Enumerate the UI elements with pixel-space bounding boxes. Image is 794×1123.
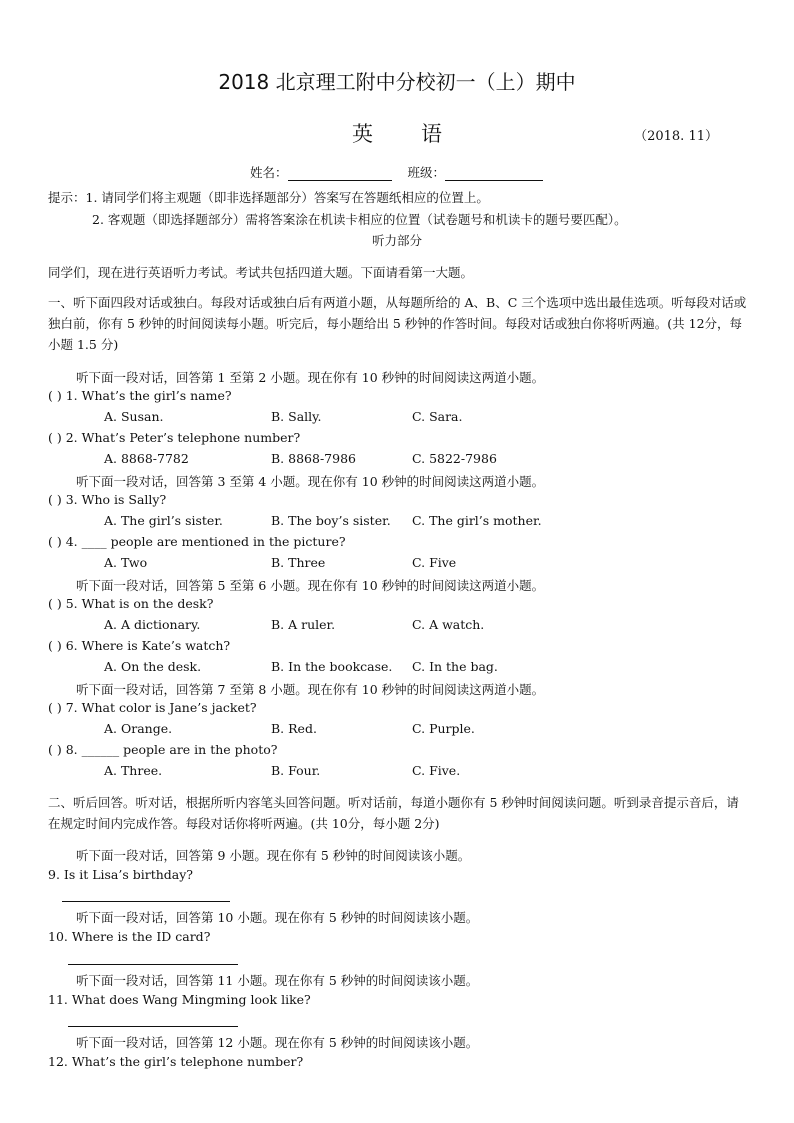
option-a: A. Orange. <box>104 721 173 736</box>
dialogue-prompt: 听下面一段对话，回答第 5 至第 6 小题。现在你有 10 秒钟的时间阅读这两道小题。 <box>76 578 545 593</box>
tip-line-1: 提示：1. 请同学们将主观题（即非选择题部分）答案写在答题纸相应的位置上。 <box>48 190 489 205</box>
option-b: B. Sally. <box>271 409 322 424</box>
dialogue-prompt: 听下面一段对话，回答第 3 至第 4 小题。现在你有 10 秒钟的时间阅读这两道小题。 <box>76 474 545 489</box>
option-b: B. Four. <box>271 763 321 778</box>
question-stem: ( ) 1. What’s the girl’s name? <box>48 388 232 403</box>
subject-char: 语 <box>421 122 442 146</box>
option-c: C. The girl’s mother. <box>412 513 542 528</box>
option-a: A. Two <box>104 555 148 570</box>
answer-line[interactable] <box>68 1025 238 1027</box>
option-a: A. 8868-7782 <box>104 451 189 466</box>
option-c: C. Five <box>412 555 457 570</box>
section-heading: 听力部分 <box>371 233 422 248</box>
question-stem: ( ) 3. Who is Sally? <box>48 492 167 507</box>
option-c: C. 5822-7986 <box>412 451 497 466</box>
tip-line-2: 2. 客观题（即选择题部分）需将答案涂在机读卡相应的位置（试卷题号和机读卡的题号要匹配）。 <box>92 212 627 227</box>
question-stem: ( ) 8. ______ people are in the photo? <box>48 742 278 757</box>
exam-title: 2018 北京理工附中分校初一（上）期中 <box>218 70 576 94</box>
dialogue-prompt: 听下面一段对话，回答第 1 至第 2 小题。现在你有 10 秒钟的时间阅读这两道小题。 <box>76 370 545 385</box>
name-label: 姓名： <box>250 165 288 180</box>
option-a: A. Three. <box>104 763 163 778</box>
option-c: C. Purple. <box>412 721 475 736</box>
short-answer-question: 12. What’s the girl’s telephone number? <box>48 1054 304 1069</box>
option-a: A. Susan. <box>104 409 164 424</box>
question-stem: ( ) 2. What’s Peter’s telephone number? <box>48 430 301 445</box>
dialogue-prompt: 听下面一段对话，回答第 9 小题。现在你有 5 秒钟的时间阅读该小题。 <box>76 848 471 863</box>
option-a: A. On the desk. <box>104 659 202 674</box>
option-b: B. A ruler. <box>271 617 336 632</box>
part1-instruction: 一、听下面四段对话或独白。每段对话或独白后有两道小题，从每题所给的 A、B、C 三个选项中选出最佳选项。听每段对话或独白前，你有 5 秒钟的时间阅读每小题。听完后，每小题给出 5 秒钟的作答时间。每段对话或独白你将听两遍。(共 12分，每小题 1.5 分) <box>48 295 747 352</box>
answer-line[interactable] <box>68 963 238 965</box>
name-blank[interactable] <box>288 166 392 181</box>
option-b: B. The boy’s sister. <box>271 513 391 528</box>
name-class-row <box>250 163 543 181</box>
option-c: C. Sara. <box>412 409 463 424</box>
option-b: B. Three <box>271 555 326 570</box>
subject-char: 英 <box>352 122 373 146</box>
dialogue-prompt: 听下面一段对话，回答第 10 小题。现在你有 5 秒钟的时间阅读该小题。 <box>76 910 479 925</box>
option-c: C. A watch. <box>412 617 485 632</box>
exam-date: （2018. 11） <box>634 129 718 144</box>
option-b: B. In the bookcase. <box>271 659 393 674</box>
question-stem: ( ) 5. What is on the desk? <box>48 596 214 611</box>
dialogue-prompt: 听下面一段对话，回答第 11 小题。现在你有 5 秒钟的时间阅读该小题。 <box>76 973 479 988</box>
class-label: 班级： <box>407 165 445 180</box>
answer-line[interactable] <box>62 900 230 902</box>
question-stem: ( ) 4. ____ people are mentioned in the picture? <box>48 534 346 549</box>
option-a: A. The girl’s sister. <box>104 513 223 528</box>
option-c: C. Five. <box>412 763 461 778</box>
short-answer-question: 9. Is it Lisa’s birthday? <box>48 867 194 882</box>
short-answer-question: 10. Where is the ID card? <box>48 929 211 944</box>
option-b: B. 8868-7986 <box>271 451 356 466</box>
dialogue-prompt: 听下面一段对话，回答第 7 至第 8 小题。现在你有 10 秒钟的时间阅读这两道小题。 <box>76 682 545 697</box>
option-a: A. A dictionary. <box>104 617 201 632</box>
option-b: B. Red. <box>271 721 317 736</box>
question-stem: ( ) 6. Where is Kate’s watch? <box>48 638 231 653</box>
class-blank[interactable] <box>445 166 543 181</box>
option-c: C. In the bag. <box>412 659 498 674</box>
dialogue-prompt: 听下面一段对话，回答第 12 小题。现在你有 5 秒钟的时间阅读该小题。 <box>76 1035 479 1050</box>
question-stem: ( ) 7. What color is Jane’s jacket? <box>48 700 257 715</box>
intro-text: 同学们，现在进行英语听力考试。考试共包括四道大题。下面请看第一大题。 <box>48 265 474 280</box>
short-answer-question: 11. What does Wang Mingming look like? <box>48 992 311 1007</box>
part2-instruction: 二、听后回答。听对话，根据所听内容笔头回答问题。听对话前，每道小题你有 5 秒钟时间阅读问题。听到录音提示音后，请在规定时间内完成作答。每段对话你将听两遍。(共 10分，每小题 2分) <box>48 795 739 831</box>
